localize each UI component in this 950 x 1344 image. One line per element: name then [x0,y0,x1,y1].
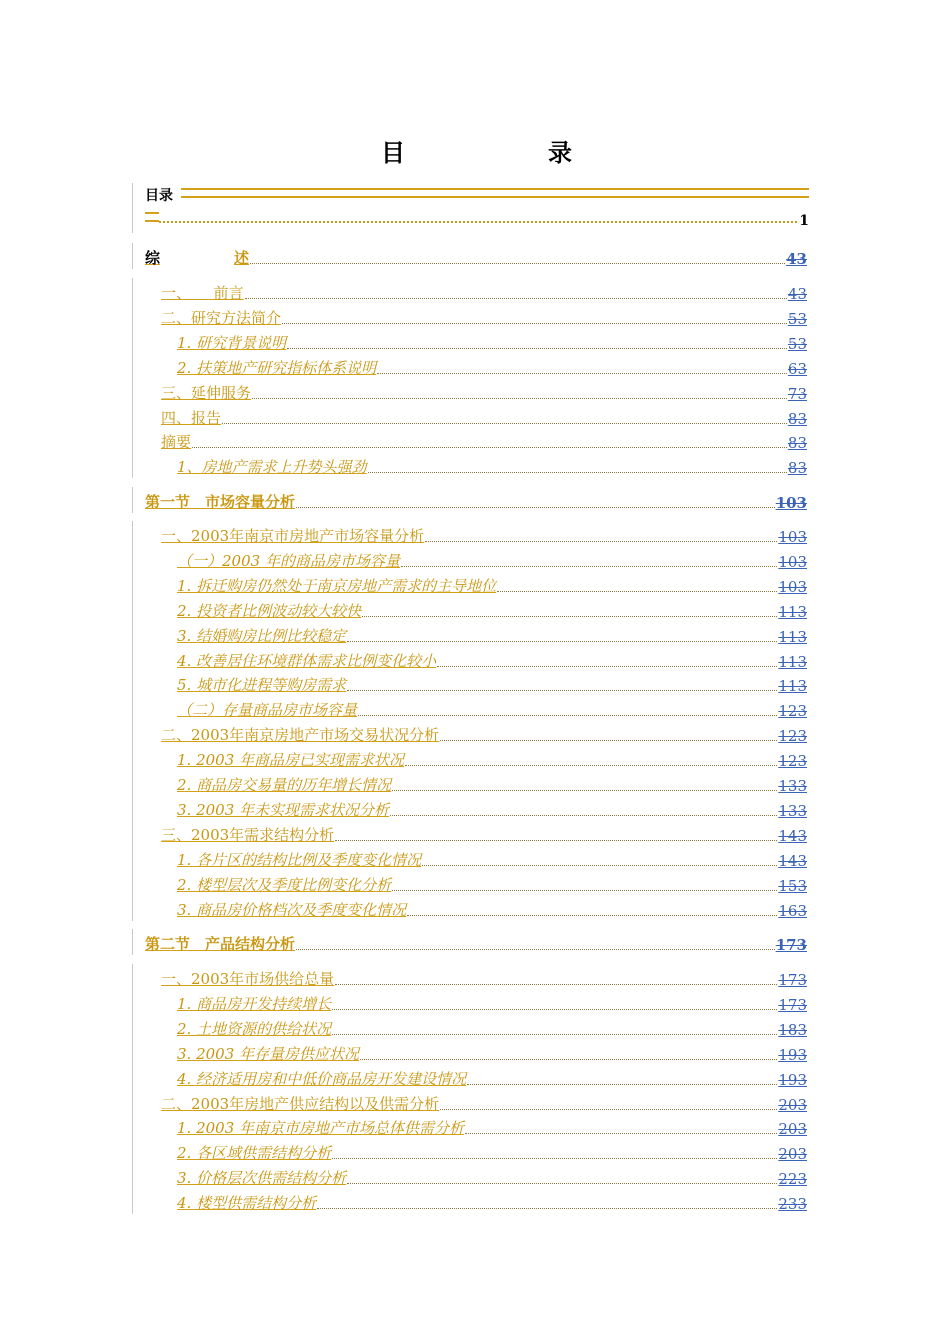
toc-entry-page: 103 [775,494,807,512]
toc-entry[interactable] [177,745,807,770]
toc-entry[interactable] [177,1113,807,1138]
toc-entry[interactable] [177,452,807,477]
dotted-leader [360,1059,777,1060]
dotted-leader [347,1183,777,1184]
dotted-leader [497,591,777,592]
dotted-leader [332,1158,777,1159]
dotted-leader [401,566,777,567]
toc-entry-label-tail: 述 [234,249,250,267]
toc-entry-label: 第二节 产品结构分析 [145,935,296,953]
toc-entry[interactable] [161,378,807,403]
toc-entry-label: 综 [145,249,161,267]
toc-entry-label: 三、延伸服务 [161,383,252,402]
toc-entry-label: 1. 2003 年商品房已实现需求状况 [177,751,405,770]
dotted-leader [390,815,777,816]
toc-entry-label: 摘要 [161,433,192,452]
dotted-leader [347,641,777,642]
toc-entry-page: 73 [787,384,807,403]
toc-entry-label: 三、2003年需求结构分析 [161,825,335,844]
page-title [0,138,950,168]
toc-entry[interactable] [177,770,807,795]
toc-header-line-1 [145,183,809,205]
dotted-leader [440,1109,777,1110]
toc-entry-label: 2. 各区域供需结构分析 [177,1144,332,1163]
toc-entry[interactable] [177,989,807,1014]
toc-entry[interactable] [177,328,807,353]
toc-entry-page: 173 [778,995,807,1014]
toc-entry-label: 4. 改善居住环境群体需求比例变化较小 [177,651,437,670]
toc-entry-page: 133 [778,777,807,795]
toc-entry-label: 2. 土地资源的供给状况 [177,1019,332,1038]
toc-header-page: 1 [799,213,809,229]
dotted-leader [392,790,777,791]
dotted-leader [465,1133,777,1134]
toc-entry-label: 一、2003年南京市房地产市场容量分析 [161,527,425,545]
toc-entry-label: 二、2003年南京房地产市场交易状况分析 [161,726,440,745]
toc-entry-label: 2. 商品房交易量的历年增长情况 [177,776,392,794]
toc-entry-page: 153 [778,876,807,895]
toc-entry[interactable] [161,964,807,989]
toc-entry-page: 113 [778,627,807,646]
toc-entry[interactable] [177,1014,807,1039]
toc-entry[interactable] [177,845,807,870]
toc-entry[interactable] [161,427,807,452]
toc-entry-page: 223 [778,1170,807,1189]
dotted-leader [332,1034,777,1035]
toc-entry[interactable] [177,795,807,820]
dotted-leader [407,915,777,916]
toc-header-line-2 [145,207,809,229]
toc-entry-page: 173 [778,971,807,989]
toc-entry-label: 二、研究方法简介 [161,308,282,327]
toc-entry-page: 203 [778,1095,807,1114]
toc-entry-label: 4. 楼型供需结构分析 [177,1194,317,1213]
toc-entry-page: 103 [778,552,807,571]
toc-entry-page: 143 [778,826,807,845]
toc-entry[interactable] [161,278,807,303]
dotted-leader [425,541,777,542]
toc-entry-label: 二、2003年房地产供应结构以及供需分析 [161,1094,440,1113]
toc-entry-label: 2. 楼型层次及季度比例变化分析 [177,875,392,894]
toc-entry-label: 4. 经济适用房和中低价商品房开发建设情况 [177,1069,467,1088]
toc-entry-label: 四、报告 [161,408,222,427]
dotted-leader [368,472,787,473]
toc-entry-page: 103 [778,528,807,546]
dotted-leader [332,1009,777,1010]
dotted-leader [335,984,777,985]
dotted-leader [222,423,787,424]
dotted-leader [335,840,777,841]
toc-entry-page: 193 [778,1070,807,1089]
toc-entry[interactable] [161,521,807,546]
dotted-leader [245,298,787,299]
toc-entry-label: 1. 2003 年南京市房地产市场总体供需分析 [177,1119,465,1138]
dotted-leader [317,1208,777,1209]
toc-entry[interactable] [177,1188,807,1213]
toc-entry[interactable] [177,670,807,695]
toc-entry-page: 113 [778,652,807,671]
toc-entry-page: 143 [778,851,807,870]
toc-entry-label: 2. 投资者比例波动较大较快 [177,601,362,620]
toc-entry-page: 83 [787,409,807,428]
double-rule [181,188,809,198]
toc-entry[interactable] [177,353,807,378]
toc-entry[interactable] [177,1138,807,1163]
dotted-leader [377,373,787,374]
toc-entry-page: 83 [787,459,807,478]
toc-entry-page: 43 [786,250,807,268]
toc-entry-page: 163 [778,901,807,920]
toc-entry[interactable] [161,1089,807,1114]
dotted-leader [296,949,775,950]
toc-entry-label: 3. 结婚购房比例比较稳定 [177,626,347,645]
toc-entry-label: 1. 研究背景说明 [177,333,287,352]
toc-entry-page: 133 [778,801,807,820]
dotted-leader [296,507,775,508]
dotted-leader [422,865,777,866]
toc-entry[interactable] [177,895,807,920]
toc-entry-label: 5. 城市化进程等购房需求 [177,676,347,695]
toc-header-label: 目录 [145,188,173,204]
toc-entry-page: 43 [787,285,807,303]
toc-group-overview [132,243,809,269]
toc-entry-label: 1. 各片区的结构比例及季度变化情况 [177,850,422,869]
toc-entry-label: 第一节 市场容量分析 [145,493,296,511]
toc-entry-label: 3. 商品房价格档次及季度变化情况 [177,900,407,919]
toc-entry-page: 203 [778,1145,807,1164]
toc-entry[interactable] [177,1064,807,1089]
title-char-2: 录 [548,139,572,167]
title-char-1: 目 [381,139,405,167]
dotted-leader [358,715,777,716]
toc-group-section-1 [132,487,809,513]
toc-group-section-2 [132,929,809,955]
toc-entry-label: 一、 前言 [161,284,244,302]
dotted-leader [392,890,777,891]
toc-entry-page: 203 [778,1120,807,1139]
toc-entry-page: 113 [778,602,807,621]
toc-entry-section-1[interactable] [145,487,807,512]
toc-entry[interactable] [161,303,807,328]
dotted-leader [287,348,787,349]
toc-entry-page: 193 [778,1045,807,1064]
dotted-leader [467,1084,777,1085]
toc-entry-page: 123 [778,752,807,771]
toc-entry-overview[interactable] [145,243,807,268]
toc-entry[interactable] [177,695,807,720]
toc-entry[interactable] [177,621,807,646]
toc-entry-page: 183 [778,1020,807,1039]
dotted-leader [282,323,787,324]
toc-header-entry[interactable] [132,183,809,233]
toc-entry-section-2[interactable] [145,929,807,954]
dotted-leader [159,221,797,223]
toc-entry[interactable] [177,1039,807,1064]
toc-entry-page: 83 [787,434,807,453]
toc-entry-page: 123 [778,727,807,746]
toc-entry-page: 63 [787,359,807,378]
dotted-leader [250,263,785,264]
toc-entry[interactable] [177,646,807,671]
toc-entry-label: 1. 拆迁购房仍然处于南京房地产需求的主导地位 [177,576,497,595]
toc-group-product-structure [132,964,809,1214]
toc-entry-page: 53 [787,334,807,353]
toc-entry-page: 233 [778,1195,807,1214]
toc-entry-label: （二）存量商品房市场容量 [177,701,358,720]
toc-entry-label: 1、房地产需求上升势头强劲 [177,458,367,477]
toc-entry-label: （一）2003 年的商品房市场容量 [177,551,400,570]
toc-entry[interactable] [161,720,807,745]
toc-entry[interactable] [177,596,807,621]
dotted-leader [252,398,787,399]
toc-entry-page: 123 [778,702,807,721]
double-rule-short [145,212,159,222]
toc-entry-page: 113 [778,677,807,696]
dotted-leader [440,740,777,741]
toc-group-market-capacity [132,521,809,921]
toc-entry[interactable] [161,403,807,428]
dotted-leader [362,616,777,617]
toc-entry-page: 103 [778,577,807,596]
toc-entry-label: 2. 扶策地产研究指标体系说明 [177,358,377,377]
toc-entry-label: 一、2003年市场供给总量 [161,970,335,988]
dotted-leader [405,765,777,766]
toc-entry-label: 3. 价格层次供需结构分析 [177,1169,347,1188]
toc-entry-label: 1. 商品房开发持续增长 [177,994,332,1013]
dotted-leader [192,447,787,448]
toc-entry[interactable] [177,546,807,571]
toc-entry-page: 53 [787,309,807,328]
toc-entry-label: 3. 2003 年存量房供应状况 [177,1044,360,1063]
dotted-leader [437,666,777,667]
toc-entry[interactable] [177,870,807,895]
dotted-leader [347,690,777,691]
toc-entry[interactable] [177,571,807,596]
toc-group-intro [132,278,809,478]
toc-entry-page: 173 [775,936,807,954]
toc-entry-label: 3. 2003 年未实现需求状况分析 [177,800,390,819]
toc-entry[interactable] [161,820,807,845]
toc-entry[interactable] [177,1163,807,1188]
